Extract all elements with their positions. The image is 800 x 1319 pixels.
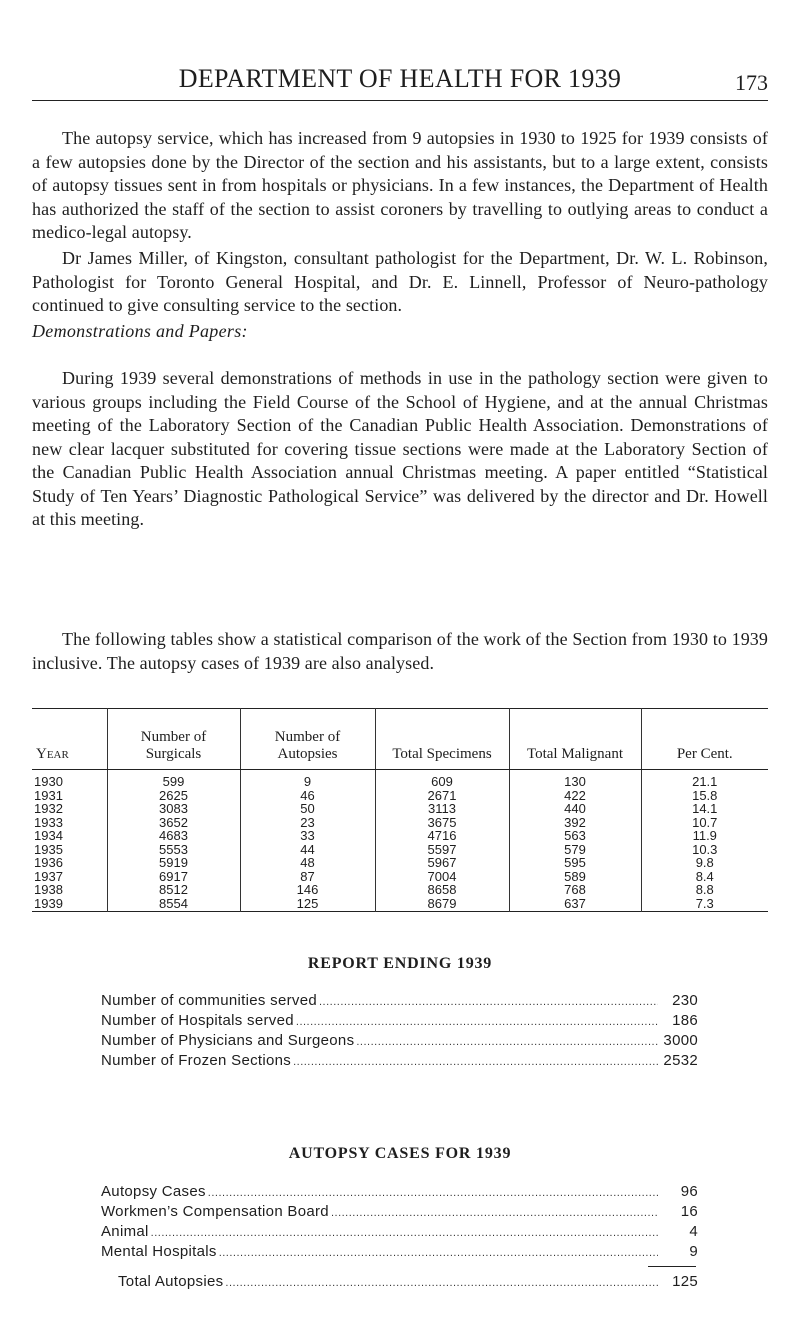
- cell-specimens: 8658: [375, 883, 509, 897]
- list-item: [101, 1203, 698, 1223]
- table-row: [32, 802, 768, 816]
- cell-year: 1935: [34, 841, 63, 857]
- item-label: Number of Physicians and Surgeons: [101, 1032, 355, 1049]
- cell-surgicals: 8512: [107, 883, 240, 897]
- cell-surgicals: 5919: [107, 856, 240, 870]
- cell-surgicals: 3083: [107, 802, 240, 816]
- cell-per-cent: 10.3: [641, 843, 768, 857]
- page-number: 173: [735, 70, 768, 95]
- list-item: [101, 1052, 698, 1072]
- item-value: 4: [689, 1223, 698, 1240]
- item-label: Number of communities served: [101, 992, 317, 1009]
- table-row: [32, 789, 768, 803]
- cell-year: 1930: [34, 774, 63, 789]
- cell-surgicals: 3652: [107, 816, 240, 830]
- cell-malignant: 392: [509, 816, 641, 830]
- cell-malignant: 563: [509, 829, 641, 843]
- cell-year: 1934: [34, 828, 63, 843]
- table-row: [32, 829, 768, 843]
- report-title: REPORT ENDING 1939: [307, 955, 493, 972]
- cell-malignant: 768: [509, 883, 641, 897]
- cell-surgicals: 599: [107, 770, 240, 789]
- item-label: Workmen’s Compensation Board: [101, 1203, 329, 1220]
- item-value: 9: [689, 1243, 698, 1260]
- cell-per-cent: 8.4: [641, 870, 768, 884]
- cell-per-cent: 10.7: [641, 816, 768, 830]
- cell-year: 1933: [34, 814, 63, 830]
- cell-specimens: 609: [375, 770, 509, 789]
- subheading-demonstrations: Demonstrations and Papers:: [32, 321, 248, 341]
- running-header: [0, 62, 800, 102]
- cell-per-cent: 14.1: [641, 802, 768, 816]
- cell-malignant: 595: [509, 856, 641, 870]
- table-row: [32, 770, 768, 789]
- table-row: [32, 816, 768, 830]
- item-value: 3000: [663, 1032, 698, 1049]
- cell-specimens: 3113: [375, 802, 509, 816]
- item-label: Number of Hospitals served: [101, 1012, 294, 1029]
- list-item: [101, 1012, 698, 1032]
- column-header-malignant: Total Malignant: [509, 709, 641, 770]
- paragraph-demonstrations: During 1939 several demonstrations of methods in use in the pathology section were given to various groups including the Field Course of the School of Hygiene, and at the annual Christmas meeting of the Laboratory Section of the Canadian Public Health Association. Demonstrations of new clear lacquer substituted for covering tissue sections were made at the Laboratory Section of the Canadian Public Health Association annual Christmas meeting. A paper entitled “Statistical Study of Ten Years’ Diagnostic Pathological Service” was delivered by the director and Dr. Howell at this meeting.: [32, 368, 768, 529]
- item-value: 96: [680, 1183, 698, 1200]
- table-row: [32, 897, 768, 912]
- column-header-autopsies: Number of Autopsies: [240, 709, 375, 770]
- item-value: 16: [680, 1203, 698, 1220]
- header-rule: [32, 100, 768, 101]
- paragraph-autopsy-service: The autopsy service, which has increased from 9 autopsies in 1930 to 1925 for 1939 consists of a few autopsies done by the Director of the section and his assistants, but to a large extent, consists of autopsy tissues sent in from hospitals or physicians. In a few instances, the Department of Health has authorized the staff of the section to assist coroners by travelling to outlying areas to conduct a medico-legal autopsy.: [32, 128, 768, 242]
- cell-autopsies: 23: [240, 816, 375, 830]
- cell-year: 1937: [34, 868, 63, 884]
- dot-leader: [151, 1227, 658, 1239]
- cell-specimens: 4716: [375, 829, 509, 843]
- cell-per-cent: 11.9: [641, 829, 768, 843]
- table-header-row: [32, 709, 768, 770]
- column-header-year: Year: [32, 709, 107, 770]
- dot-leader: [296, 1016, 658, 1028]
- cell-specimens: 7004: [375, 870, 509, 884]
- dot-leader: [219, 1247, 658, 1259]
- item-value: 186: [672, 1012, 698, 1029]
- paragraph-tables-intro: The following tables show a statistical comparison of the work of the Section from 1930 to 1939 inclusive. The autopsy cases of 1939 are also analysed.: [32, 629, 768, 673]
- cell-specimens: 8679: [375, 897, 509, 912]
- cell-year: 1939: [34, 895, 63, 911]
- autopsy-cases-list: [101, 1183, 698, 1263]
- cell-malignant: 440: [509, 802, 641, 816]
- item-value: 2532: [663, 1052, 698, 1069]
- item-label: Number of Frozen Sections: [101, 1052, 292, 1069]
- column-header-specimens: Total Specimens: [375, 709, 509, 770]
- report-list: [101, 992, 698, 1072]
- cell-autopsies: 44: [240, 843, 375, 857]
- cell-year: 1938: [34, 882, 63, 897]
- list-item: [101, 1243, 698, 1263]
- cell-surgicals: 5553: [107, 843, 240, 857]
- cell-per-cent: 8.8: [641, 883, 768, 897]
- list-item: [101, 1032, 698, 1052]
- list-item: [101, 992, 698, 1012]
- total-autopsies-row: [101, 1273, 698, 1293]
- cell-malignant: 589: [509, 870, 641, 884]
- cell-per-cent: 15.8: [641, 789, 768, 803]
- cell-autopsies: 125: [240, 897, 375, 912]
- cell-specimens: 2671: [375, 789, 509, 803]
- item-value: 230: [672, 992, 698, 1009]
- cell-malignant: 637: [509, 897, 641, 912]
- item-label: Mental Hospitals: [101, 1243, 217, 1260]
- cell-autopsies: 146: [240, 883, 375, 897]
- item-label: Animal: [101, 1223, 149, 1240]
- cell-per-cent: 7.3: [641, 897, 768, 912]
- cell-surgicals: 6917: [107, 870, 240, 884]
- cell-autopsies: 50: [240, 802, 375, 816]
- statistics-table: [32, 708, 768, 912]
- paragraph-consultants: Dr James Miller, of Kingston, consultant pathologist for the Department, Dr. W. L. Robinson, Pathologist for Toronto General Hospital, and Dr. E. Linnell, Professor of Neuro-pathology continued to give consulting service to the section.: [32, 248, 768, 315]
- column-header-per-cent: Per Cent.: [641, 709, 768, 770]
- cell-surgicals: 2625: [107, 789, 240, 803]
- dot-leader: [293, 1056, 658, 1068]
- dot-leader: [331, 1207, 658, 1219]
- item-label: Autopsy Cases: [101, 1183, 206, 1200]
- list-item: [101, 1183, 698, 1203]
- page-title: DEPARTMENT OF HEALTH FOR 1939: [178, 64, 622, 93]
- cell-autopsies: 48: [240, 856, 375, 870]
- cell-malignant: 422: [509, 789, 641, 803]
- dot-leader: [319, 996, 658, 1008]
- cell-autopsies: 9: [240, 770, 375, 789]
- cell-year: 1932: [34, 801, 63, 816]
- cell-autopsies: 87: [240, 870, 375, 884]
- cell-surgicals: 8554: [107, 897, 240, 912]
- cell-autopsies: 46: [240, 789, 375, 803]
- cell-malignant: 130: [509, 770, 641, 789]
- table-row: [32, 883, 768, 897]
- cell-specimens: 5967: [375, 856, 509, 870]
- dot-leader: [356, 1036, 658, 1048]
- autopsy-cases-title: AUTOPSY CASES FOR 1939: [288, 1145, 512, 1162]
- table-row: [32, 843, 768, 857]
- table-row: [32, 856, 768, 870]
- cell-specimens: 5597: [375, 843, 509, 857]
- list-item: [101, 1223, 698, 1243]
- cell-specimens: 3675: [375, 816, 509, 830]
- total-rule: [648, 1266, 696, 1267]
- table-row: [32, 870, 768, 884]
- total-value: 125: [672, 1273, 698, 1290]
- column-header-surgicals: Number of Surgicals: [107, 709, 240, 770]
- total-label: Total Autopsies: [118, 1273, 224, 1290]
- cell-year: 1936: [34, 855, 63, 870]
- cell-year: 1931: [34, 787, 63, 803]
- cell-autopsies: 33: [240, 829, 375, 843]
- dot-leader: [208, 1187, 658, 1199]
- cell-malignant: 579: [509, 843, 641, 857]
- dot-leader: [225, 1277, 658, 1289]
- cell-per-cent: 21.1: [641, 770, 768, 789]
- cell-per-cent: 9.8: [641, 856, 768, 870]
- cell-surgicals: 4683: [107, 829, 240, 843]
